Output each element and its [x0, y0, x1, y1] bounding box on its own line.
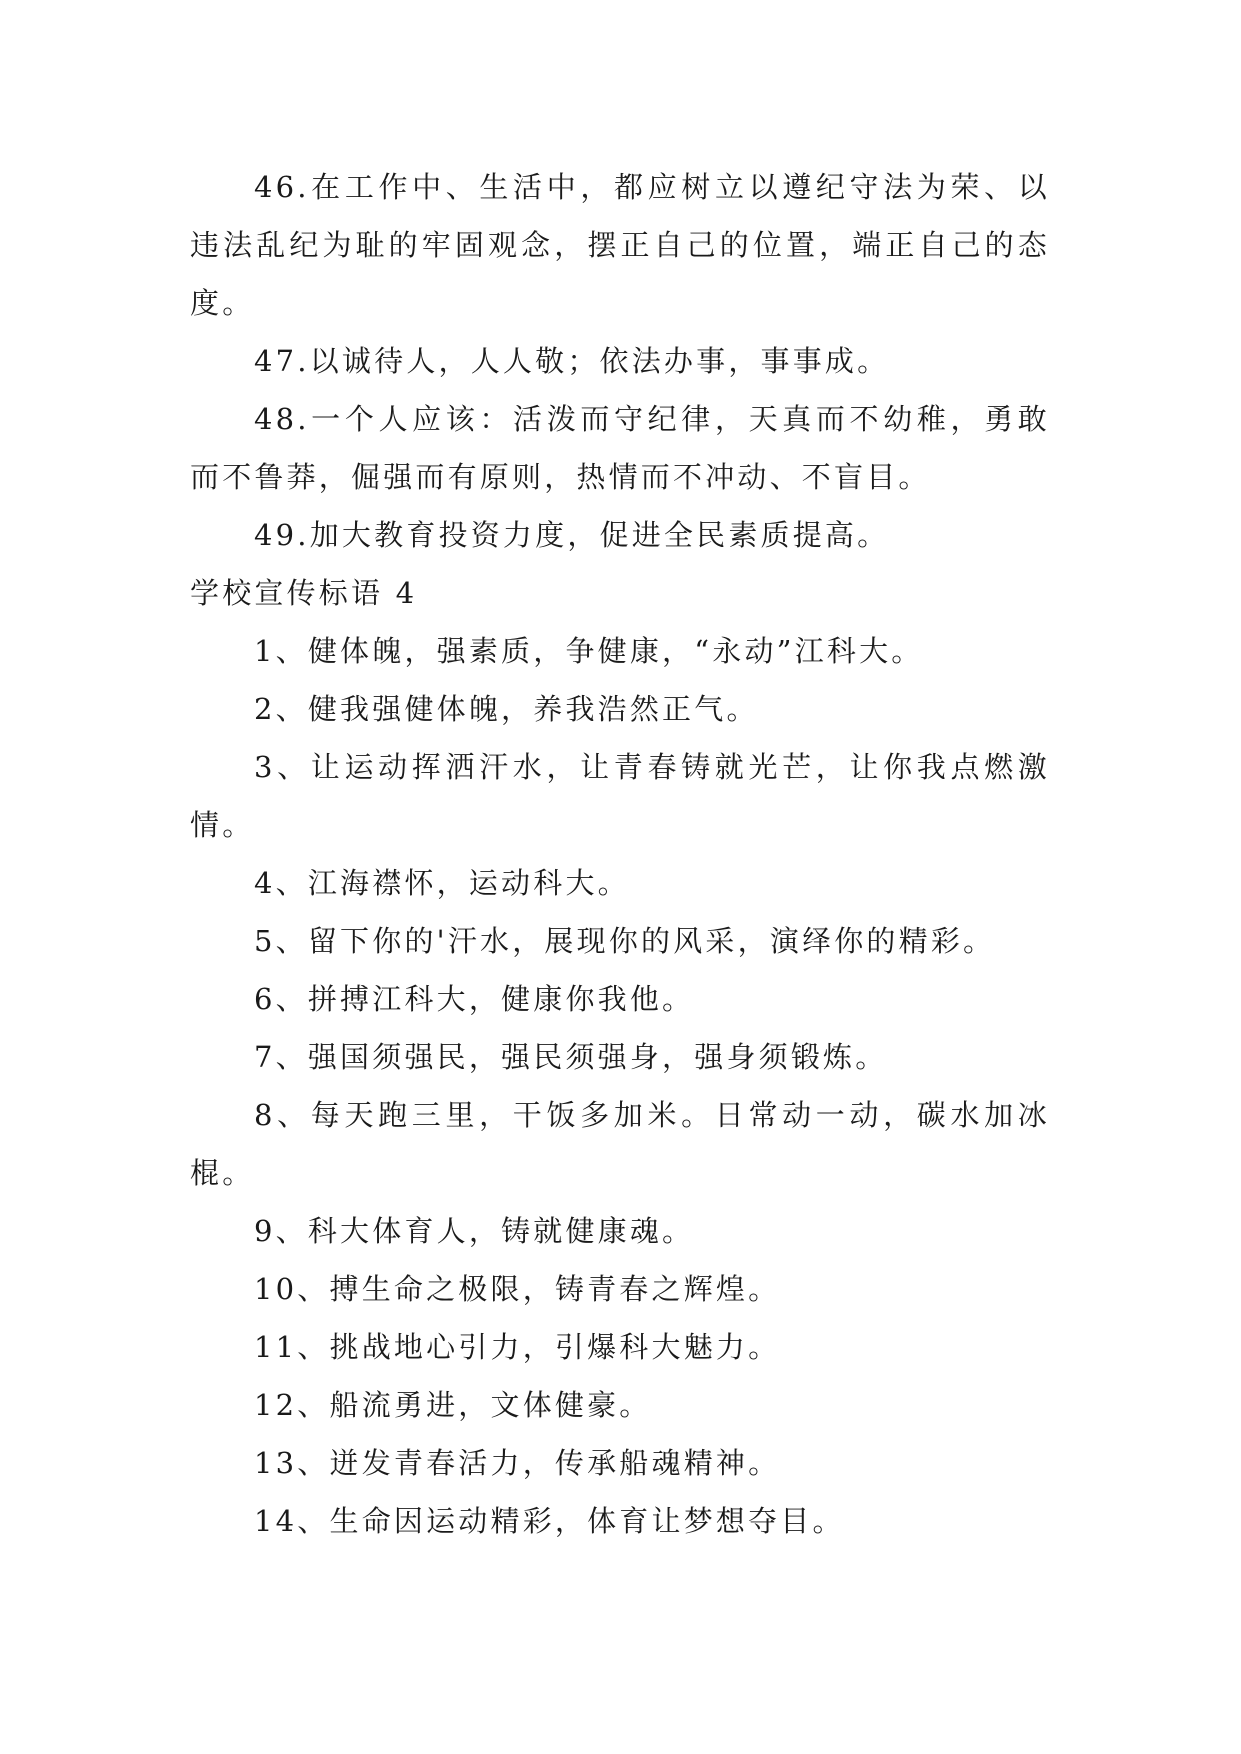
- section-heading: 学校宣传标语 4: [190, 576, 418, 610]
- slogan-item-5: 5、留下你的'汗水，展现你的风采，演绎你的精彩。: [254, 924, 996, 958]
- paragraph-item-47: 47.以诚待人，人人敬；依法办事，事事成。: [254, 344, 890, 378]
- paragraph-item-49: 49.加大教育投资力度，促进全民素质提高。: [254, 518, 890, 552]
- slogan-item-13: 13、迸发青春活力，传承船魂精神。: [254, 1446, 781, 1480]
- slogan-item-10: 10、搏生命之极限，铸青春之辉煌。: [254, 1272, 781, 1306]
- slogan-item-8: 8、每天跑三里，干饭多加米。日常动一动，碳水加冰棍。: [190, 1098, 1050, 1190]
- slogan-item-2: 2、健我强健体魄，养我浩然正气。: [254, 692, 759, 726]
- slogan-item-14: 14、生命因运动精彩，体育让梦想夺目。: [254, 1504, 845, 1538]
- paragraph-item-46: 46.在工作中、生活中，都应树立以遵纪守法为荣、以违法乱纪为耻的牢固观念，摆正自己的位置，端正自己的态度。: [190, 170, 1050, 320]
- slogan-item-3: 3、让运动挥洒汗水，让青春铸就光芒，让你我点燃激情。: [190, 750, 1050, 842]
- slogan-item-1: 1、健体魄，强素质，争健康，“永动”江科大。: [254, 634, 924, 668]
- slogan-item-9: 9、科大体育人，铸就健康魂。: [254, 1214, 695, 1248]
- slogan-item-12: 12、船流勇进，文体健豪。: [254, 1388, 652, 1422]
- slogan-item-6: 6、拼搏江科大，健康你我他。: [254, 982, 695, 1016]
- document-page: [190, 158, 1050, 1550]
- slogan-item-4: 4、江海襟怀，运动科大。: [254, 866, 630, 900]
- slogan-item-11: 11、挑战地心引力，引爆科大魅力。: [254, 1330, 781, 1364]
- slogan-item-7: 7、强国须强民，强民须强身，强身须锻炼。: [254, 1040, 888, 1074]
- paragraph-item-48: 48.一个人应该：活泼而守纪律，天真而不幼稚，勇敢而不鲁莽，倔强而有原则，热情而不冲动、不盲目。: [190, 402, 1050, 494]
